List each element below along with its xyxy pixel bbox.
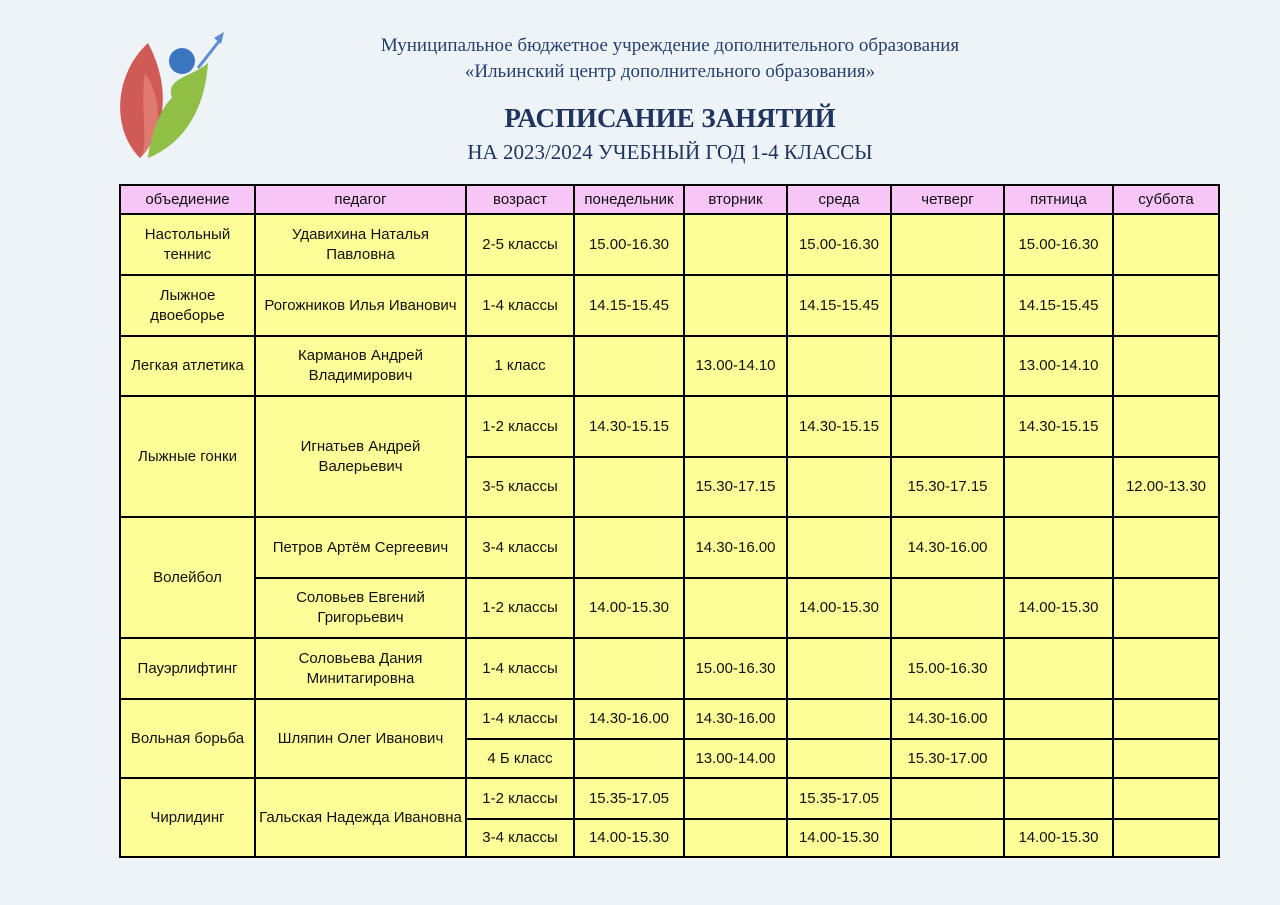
age-cell: 1-2 классы (466, 396, 574, 457)
table-row (120, 396, 1219, 457)
teacher-cell: Соловьев Евгений Григорьевич (255, 578, 466, 638)
schedule-cell (891, 778, 1004, 819)
schedule-cell (684, 778, 787, 819)
schedule-cell (1113, 699, 1219, 739)
schedule-cell (1113, 336, 1219, 396)
column-header: четверг (891, 185, 1004, 214)
organization-name-line1: Муниципальное бюджетное учреждение дополнительного образования (380, 35, 960, 56)
column-header: понедельник (574, 185, 684, 214)
column-header: вторник (684, 185, 787, 214)
schedule-cell: 14.30-16.00 (684, 699, 787, 739)
table-row (120, 517, 1219, 578)
teacher-cell: Игнатьев Андрей Валерьевич (255, 396, 466, 517)
schedule-cell (1004, 739, 1113, 778)
logo-icon (110, 28, 230, 163)
table-row (120, 214, 1219, 275)
schedule-cell: 14.30-15.15 (574, 396, 684, 457)
teacher-cell: Удавихина Наталья Павловна (255, 214, 466, 275)
schedule-cell (1004, 778, 1113, 819)
column-header: объедиение (120, 185, 255, 214)
schedule-cell (1004, 638, 1113, 699)
schedule-cell: 15.35-17.05 (787, 778, 891, 819)
schedule-cell: 15.30-17.15 (684, 457, 787, 517)
schedule-cell (574, 638, 684, 699)
schedule-cell (787, 739, 891, 778)
schedule-cell: 13.00-14.10 (1004, 336, 1113, 396)
schedule-cell (684, 819, 787, 857)
schedule-cell (891, 214, 1004, 275)
schedule-cell (787, 638, 891, 699)
table-header-row (120, 185, 1219, 214)
schedule-cell: 14.30-16.00 (684, 517, 787, 578)
age-cell: 3-4 классы (466, 517, 574, 578)
schedule-cell (1113, 214, 1219, 275)
schedule-cell (1113, 578, 1219, 638)
age-cell: 1-2 классы (466, 778, 574, 819)
schedule-cell (1113, 396, 1219, 457)
age-cell: 1-4 классы (466, 699, 574, 739)
schedule-cell (787, 457, 891, 517)
group-cell: Лыжное двоеборье (120, 275, 255, 336)
group-cell: Пауэрлифтинг (120, 638, 255, 699)
schedule-cell: 13.00-14.00 (684, 739, 787, 778)
schedule-cell (891, 819, 1004, 857)
schedule-cell (574, 457, 684, 517)
schedule-cell (1113, 778, 1219, 819)
column-header: возраст (466, 185, 574, 214)
schedule-cell (891, 336, 1004, 396)
schedule-cell: 14.30-15.15 (787, 396, 891, 457)
schedule-cell: 14.00-15.30 (787, 819, 891, 857)
teacher-cell: Петров Артём Сергеевич (255, 517, 466, 578)
schedule-cell (1004, 699, 1113, 739)
schedule-cell: 14.00-15.30 (1004, 578, 1113, 638)
column-header: среда (787, 185, 891, 214)
schedule-cell (1004, 457, 1113, 517)
group-cell: Легкая атлетика (120, 336, 255, 396)
schedule-cell (684, 396, 787, 457)
schedule-cell: 15.35-17.05 (574, 778, 684, 819)
schedule-cell (1113, 638, 1219, 699)
group-cell: Настольный теннис (120, 214, 255, 275)
schedule-cell: 15.00-16.30 (684, 638, 787, 699)
age-cell: 1-2 классы (466, 578, 574, 638)
teacher-cell: Гальская Надежда Ивановна (255, 778, 466, 857)
schedule-cell (787, 517, 891, 578)
schedule-cell: 14.30-16.00 (891, 517, 1004, 578)
schedule-cell: 14.15-15.45 (574, 275, 684, 336)
table-row (120, 275, 1219, 336)
table-row (120, 638, 1219, 699)
teacher-cell: Соловьева Дания Минитагировна (255, 638, 466, 699)
column-header: суббота (1113, 185, 1219, 214)
schedule-cell: 14.00-15.30 (1004, 819, 1113, 857)
schedule-cell: 15.00-16.30 (1004, 214, 1113, 275)
column-header: педагог (255, 185, 466, 214)
schedule-cell (684, 275, 787, 336)
age-cell: 1 класс (466, 336, 574, 396)
schedule-cell (574, 739, 684, 778)
schedule-cell (891, 578, 1004, 638)
schedule-cell (1004, 517, 1113, 578)
group-cell: Вольная борьба (120, 699, 255, 778)
schedule-cell: 14.30-15.15 (1004, 396, 1113, 457)
page-subtitle: НА 2023/2024 УЧЕБНЫЙ ГОД 1-4 КЛАССЫ (467, 140, 873, 164)
age-cell: 2-5 классы (466, 214, 574, 275)
schedule-cell: 14.30-16.00 (891, 699, 1004, 739)
schedule-cell (891, 275, 1004, 336)
schedule-cell (574, 517, 684, 578)
schedule-cell: 15.30-17.15 (891, 457, 1004, 517)
schedule-cell (1113, 275, 1219, 336)
organization-name-line2: «Ильинский центр дополнительного образования» (464, 61, 876, 82)
table-row (120, 578, 1219, 638)
schedule-cell (684, 214, 787, 275)
schedule-cell: 15.00-16.30 (574, 214, 684, 275)
page-title: РАСПИСАНИЕ ЗАНЯТИЙ (504, 103, 836, 133)
schedule-cell (1113, 819, 1219, 857)
schedule-cell (787, 699, 891, 739)
schedule-cell: 15.00-16.30 (787, 214, 891, 275)
schedule-cell: 14.30-16.00 (574, 699, 684, 739)
schedule-cell (574, 336, 684, 396)
schedule-cell: 14.15-15.45 (787, 275, 891, 336)
age-cell: 3-5 классы (466, 457, 574, 517)
schedule-cell (891, 396, 1004, 457)
schedule-cell: 14.00-15.30 (787, 578, 891, 638)
table-row (120, 699, 1219, 739)
group-cell: Лыжные гонки (120, 396, 255, 517)
schedule-cell (684, 578, 787, 638)
schedule-cell: 14.00-15.30 (574, 819, 684, 857)
age-cell: 3-4 классы (466, 819, 574, 857)
teacher-cell: Рогожников Илья Иванович (255, 275, 466, 336)
age-cell: 1-4 классы (466, 275, 574, 336)
table-row (120, 778, 1219, 819)
group-cell: Волейбол (120, 517, 255, 638)
age-cell: 1-4 классы (466, 638, 574, 699)
schedule-table (119, 184, 1220, 858)
schedule-cell: 15.00-16.30 (891, 638, 1004, 699)
schedule-cell (1113, 517, 1219, 578)
table-row (120, 336, 1219, 396)
schedule-cell (787, 336, 891, 396)
schedule-cell (1113, 739, 1219, 778)
schedule-cell: 15.30-17.00 (891, 739, 1004, 778)
schedule-cell: 14.15-15.45 (1004, 275, 1113, 336)
schedule-cell: 12.00-13.30 (1113, 457, 1219, 517)
teacher-cell: Шляпин Олег Иванович (255, 699, 466, 778)
column-header: пятница (1004, 185, 1113, 214)
age-cell: 4 Б класс (466, 739, 574, 778)
teacher-cell: Карманов Андрей Владимирович (255, 336, 466, 396)
schedule-cell: 14.00-15.30 (574, 578, 684, 638)
group-cell: Чирлидинг (120, 778, 255, 857)
schedule-cell: 13.00-14.10 (684, 336, 787, 396)
